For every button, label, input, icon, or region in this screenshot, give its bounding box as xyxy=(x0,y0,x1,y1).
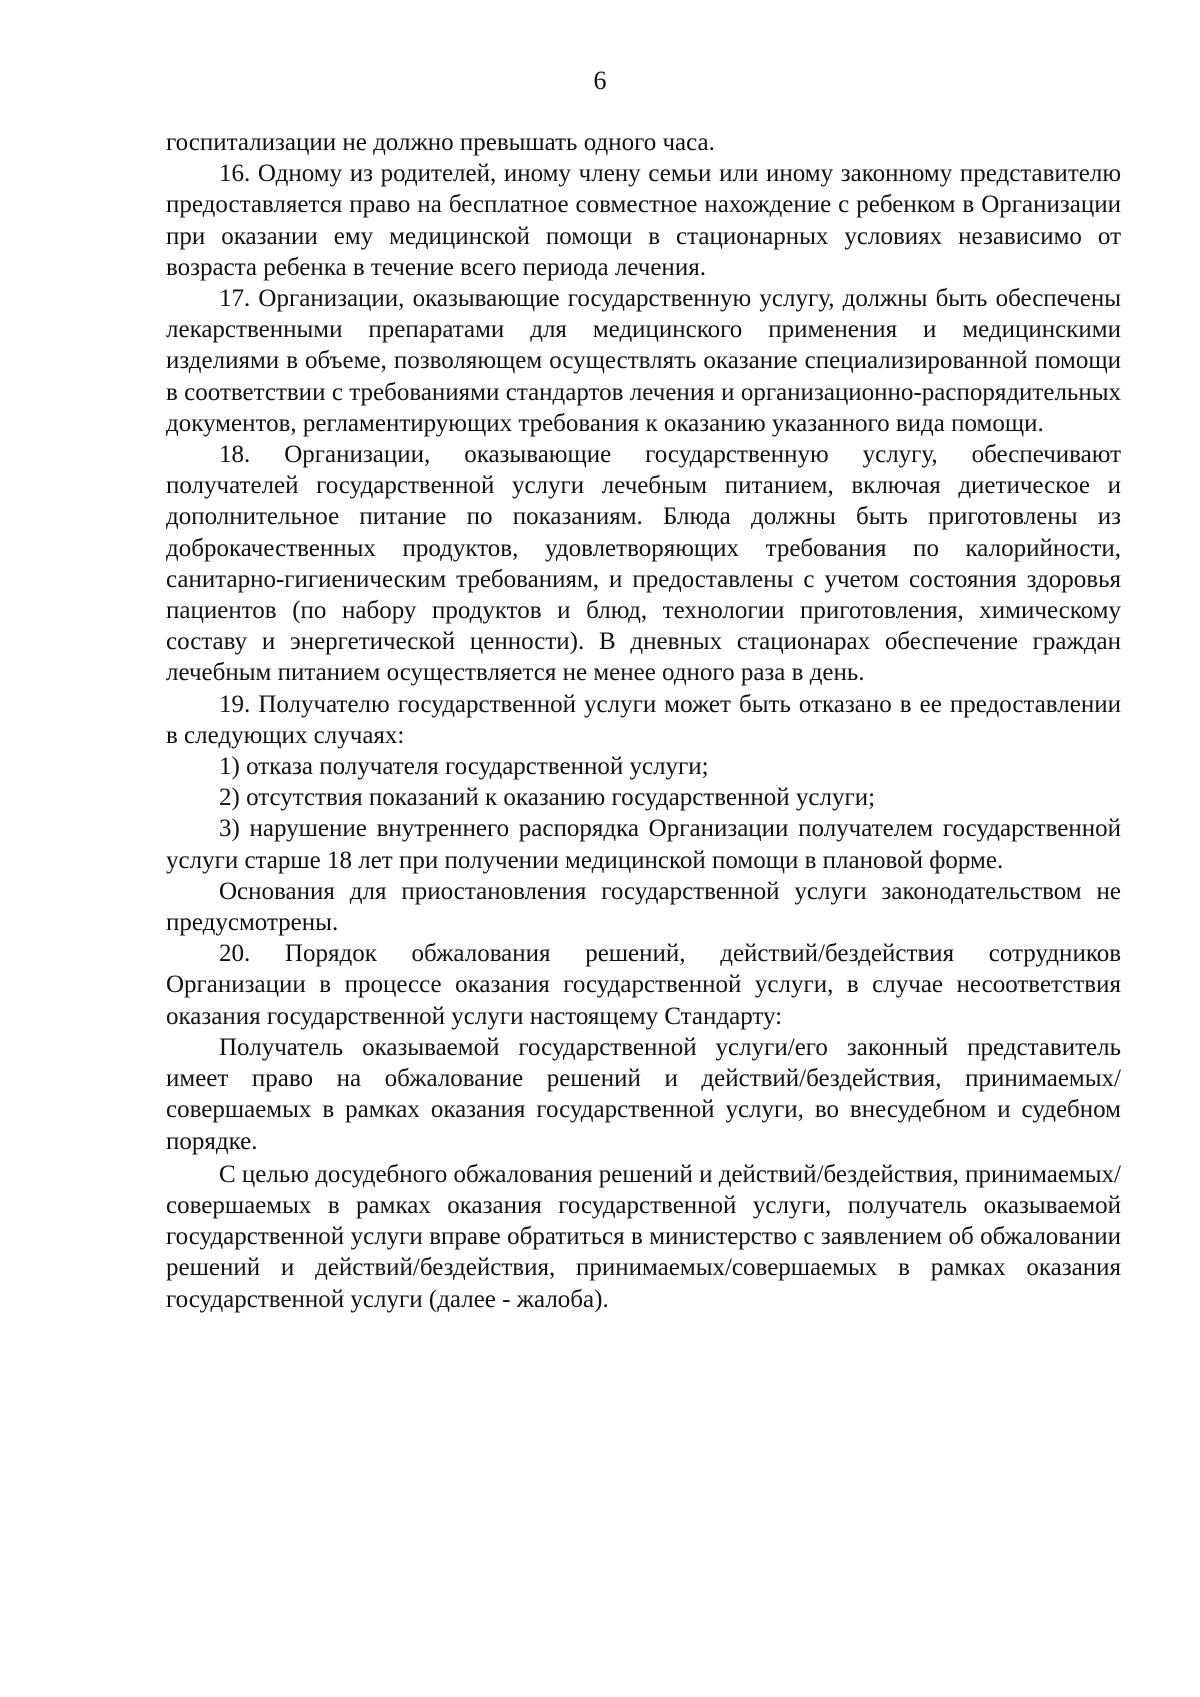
paragraph-20: 20. Порядок обжалования решений, действий/бездействия сотрудников Организации в процессе оказания государственной услуги, в случае несоответствия оказания государственной услуги настоящему Стандарту: xyxy=(166,940,1121,1030)
paragraph-17: 17. Организации, оказывающие государственную услугу, должны быть обеспечены лекарственными препаратами для медицинского применения и медицинскими изделиями в объеме, позволяющем осуществлять оказание специализированной помощи в соответствии с требованиями стандартов лечения и организационно-распорядительных документов, регламентирующих требования к оказанию указанного вида помощи. xyxy=(166,285,1121,437)
page-number: 6 xyxy=(593,66,607,95)
paragraph-18: 18. Организации, оказывающие государственную услугу, обеспечивают получателей государственной услуги лечебным питанием, включая диетическое и дополнительное питание по показаниям. Блюда должны быть приготовлены из доброкачественных продуктов, удовлетворяющих требования по калорийности, санитарно-гигиеническим требованиям, и предоставлены с учетом состояния здоровья пациентов (по набору продуктов и блюд, технологии приготовления, химическому составу и энергетической ценности). В дневных стационарах обеспечение граждан лечебным питанием осуществляется не менее одного раза в день. xyxy=(166,441,1121,687)
document-body xyxy=(166,127,1121,1315)
list-item-3: 3) нарушение внутреннего распорядка Организации получателем государственной услуги старше 18 лет при получении медицинской помощи в плановой форме. xyxy=(166,815,1121,874)
paragraph-continuation: госпитализации не должно превышать одного часа. xyxy=(166,129,715,156)
paragraph-19: 19. Получателю государственной услуги может быть отказано в ее предоставлении в следующих случаях: xyxy=(166,690,1121,749)
pretrial-appeal-paragraph: С целью досудебного обжалования решений и действий/бездействия, принимаемых/совершаемых в рамках оказания государственной услуги, получатель оказываемой государственной услуги вправе обратиться в министерство с заявлением об обжаловании решений и действий/бездействия, принимаемых/совершаемых в рамках оказания государственной услуги (далее - жалоба). xyxy=(166,1160,1121,1313)
list-item-2: 2) отсутствия показаний к оказанию государственной услуги; xyxy=(219,784,876,812)
suspension-grounds-paragraph: Основания для приостановления государственной услуги законодательством не предусмотрены. xyxy=(166,877,1121,937)
paragraph-16: 16. Одному из родителей, иному члену семьи или иному законному представителю предоставляется право на бесплатное совместное нахождение с ребенком в Организации при оказании ему медицинской помощи в стационарных условиях независимо от возраста ребенка в течение всего периода лечения. xyxy=(166,160,1121,281)
list-item-1: 1) отказа получателя государственной услуги; xyxy=(219,753,709,781)
appeal-rights-paragraph: Получатель оказываемой государственной услуги/его законный представитель имеет право на обжалование решений и действий/бездействия, принимаемых/совершаемых в рамках оказания государственной услуги, во внесудебном и судебном порядке. xyxy=(166,1033,1121,1155)
